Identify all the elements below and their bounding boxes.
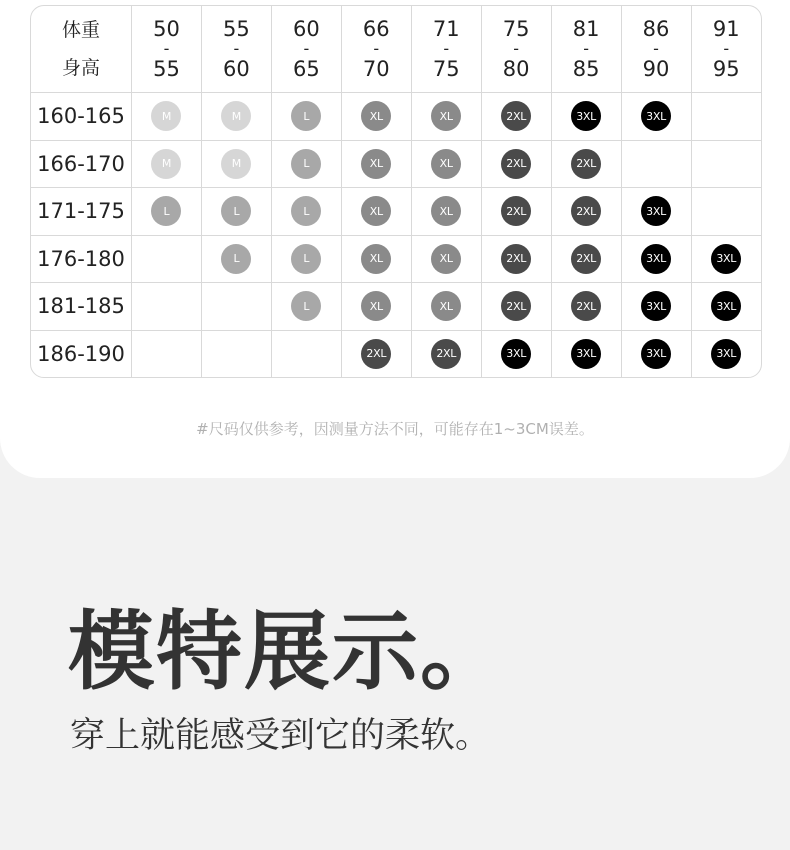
size-badge: 3XL bbox=[641, 339, 671, 369]
weight-range-high: 75 bbox=[432, 57, 460, 81]
size-cell bbox=[201, 283, 271, 331]
size-badge: M bbox=[221, 101, 251, 131]
size-cell bbox=[691, 188, 761, 236]
size-badge: 2XL bbox=[501, 291, 531, 321]
weight-range-low: 86 bbox=[642, 17, 670, 41]
weight-range-high: 80 bbox=[502, 57, 530, 81]
size-badge: 2XL bbox=[571, 244, 601, 274]
height-label: 身高 bbox=[61, 57, 100, 79]
size-cell bbox=[132, 140, 202, 188]
size-cell bbox=[691, 330, 761, 377]
size-badge: 3XL bbox=[711, 339, 741, 369]
weight-range-low: 71 bbox=[432, 17, 460, 41]
weight-range-sep: - bbox=[373, 39, 380, 58]
size-badge: M bbox=[151, 149, 181, 179]
size-cell bbox=[691, 283, 761, 331]
size-badge: 2XL bbox=[501, 101, 531, 131]
height-range-cell: 176-180 bbox=[31, 235, 132, 283]
size-badge: 2XL bbox=[501, 196, 531, 226]
size-badge: XL bbox=[431, 101, 461, 131]
size-badge: 2XL bbox=[501, 149, 531, 179]
weight-range-sep: - bbox=[583, 39, 589, 58]
size-badge: XL bbox=[431, 244, 461, 274]
size-badge: XL bbox=[361, 101, 391, 131]
size-badge: 2XL bbox=[361, 339, 391, 369]
size-cell bbox=[271, 188, 341, 236]
weight-range-sep: - bbox=[233, 39, 240, 58]
size-chart-table bbox=[30, 5, 762, 378]
section-title: 模特展示。 bbox=[68, 602, 508, 702]
weight-range-sep: - bbox=[513, 39, 520, 58]
table-row bbox=[31, 235, 761, 283]
size-badge: L bbox=[221, 244, 251, 274]
size-cell bbox=[621, 140, 691, 188]
weight-range-low: 60 bbox=[292, 17, 320, 41]
size-cell bbox=[551, 235, 621, 283]
size-badge: L bbox=[221, 196, 251, 226]
size-badge: 2XL bbox=[571, 149, 601, 179]
size-badge: 3XL bbox=[641, 291, 671, 321]
size-cell bbox=[481, 93, 551, 141]
size-cell bbox=[201, 188, 271, 236]
size-cell bbox=[341, 140, 411, 188]
table-row bbox=[31, 330, 761, 377]
size-badge: 3XL bbox=[711, 244, 741, 274]
weight-range-header bbox=[132, 6, 202, 93]
size-cell bbox=[411, 235, 481, 283]
weight-range-high: 55 bbox=[153, 57, 180, 81]
size-cell bbox=[201, 235, 271, 283]
size-badge: XL bbox=[361, 196, 391, 226]
size-cell bbox=[691, 93, 761, 141]
size-badge: M bbox=[221, 149, 251, 179]
size-badge: 3XL bbox=[641, 244, 671, 274]
size-badge: XL bbox=[361, 291, 391, 321]
size-badge: L bbox=[291, 291, 321, 321]
size-cell bbox=[621, 330, 691, 377]
size-cell bbox=[481, 330, 551, 377]
table-row bbox=[31, 140, 761, 188]
table-row bbox=[31, 93, 761, 141]
size-badge: L bbox=[291, 101, 321, 131]
weight-header-row bbox=[31, 6, 761, 93]
size-cell bbox=[132, 283, 202, 331]
size-cell bbox=[132, 188, 202, 236]
size-cell bbox=[271, 283, 341, 331]
weight-range-high: 60 bbox=[223, 57, 250, 81]
size-badge: M bbox=[151, 101, 181, 131]
size-cell bbox=[341, 235, 411, 283]
size-cell bbox=[551, 140, 621, 188]
size-badge: XL bbox=[361, 149, 391, 179]
height-range-cell: 186-190 bbox=[31, 330, 132, 377]
size-cell bbox=[551, 330, 621, 377]
corner-cell bbox=[31, 6, 132, 93]
weight-range-high: 85 bbox=[572, 57, 600, 81]
size-cell bbox=[341, 93, 411, 141]
size-badge: XL bbox=[361, 244, 391, 274]
weight-range-header bbox=[411, 6, 481, 93]
weight-range-low: 91 bbox=[712, 17, 740, 41]
size-cell bbox=[271, 235, 341, 283]
size-badge: XL bbox=[431, 149, 461, 179]
size-badge: L bbox=[291, 196, 321, 226]
size-badge: 3XL bbox=[641, 101, 671, 131]
table-row bbox=[31, 283, 761, 331]
size-badge: 2XL bbox=[571, 196, 601, 226]
size-cell bbox=[481, 140, 551, 188]
section-subtitle: 穿上就能感受到它的柔软。 bbox=[70, 716, 491, 756]
size-cell bbox=[271, 140, 341, 188]
height-range-cell: 166-170 bbox=[31, 140, 132, 188]
size-cell bbox=[341, 330, 411, 377]
size-cell bbox=[691, 235, 761, 283]
size-badge: 3XL bbox=[571, 339, 601, 369]
weight-range-low: 50 bbox=[153, 17, 180, 41]
weight-range-header bbox=[481, 6, 551, 93]
size-cell bbox=[201, 140, 271, 188]
size-cell bbox=[481, 283, 551, 331]
weight-range-sep: - bbox=[443, 39, 450, 58]
weight-range-sep: - bbox=[653, 39, 659, 58]
weight-range-sep: - bbox=[163, 39, 170, 58]
size-cell bbox=[341, 188, 411, 236]
size-badge: XL bbox=[431, 196, 461, 226]
weight-range-high: 90 bbox=[642, 57, 670, 81]
weight-range-low: 81 bbox=[572, 17, 600, 41]
weight-range-header bbox=[271, 6, 341, 93]
size-cell bbox=[411, 330, 481, 377]
size-cell bbox=[132, 235, 202, 283]
weight-range-header bbox=[201, 6, 271, 93]
weight-range-header bbox=[341, 6, 411, 93]
size-badge: 3XL bbox=[501, 339, 531, 369]
size-cell bbox=[481, 188, 551, 236]
size-cell bbox=[551, 93, 621, 141]
weight-range-high: 65 bbox=[292, 57, 320, 81]
size-cell bbox=[271, 330, 341, 377]
weight-range-high: 95 bbox=[712, 57, 740, 81]
size-badge: 3XL bbox=[571, 101, 601, 131]
size-badge: 3XL bbox=[711, 291, 741, 321]
weight-label: 体重 bbox=[61, 19, 100, 41]
size-cell bbox=[271, 93, 341, 141]
weight-range-low: 66 bbox=[362, 17, 390, 41]
weight-range-low: 75 bbox=[502, 17, 530, 41]
size-cell bbox=[691, 140, 761, 188]
weight-range-sep: - bbox=[723, 39, 730, 58]
size-cell bbox=[551, 188, 621, 236]
size-badge: L bbox=[291, 149, 321, 179]
size-badge: L bbox=[291, 244, 321, 274]
size-cell bbox=[411, 283, 481, 331]
size-cell bbox=[621, 93, 691, 141]
height-range-cell: 160-165 bbox=[31, 93, 132, 141]
size-note: #尺码仅供参考，因测量方法不同，可能存在1~3CM误差。 bbox=[196, 420, 594, 438]
weight-range-high: 70 bbox=[362, 57, 390, 81]
size-cell bbox=[201, 330, 271, 377]
size-cell bbox=[411, 188, 481, 236]
size-cell bbox=[481, 235, 551, 283]
weight-range-low: 55 bbox=[223, 17, 250, 41]
size-cell bbox=[341, 283, 411, 331]
size-cell bbox=[411, 140, 481, 188]
weight-range-sep: - bbox=[303, 39, 310, 58]
size-cell bbox=[411, 93, 481, 141]
weight-range-header bbox=[691, 6, 761, 93]
size-badge: L bbox=[151, 196, 181, 226]
size-cell bbox=[621, 188, 691, 236]
size-cell bbox=[621, 235, 691, 283]
size-badge: 2XL bbox=[501, 244, 531, 274]
table-row bbox=[31, 188, 761, 236]
weight-range-header bbox=[621, 6, 691, 93]
size-badge: XL bbox=[431, 291, 461, 321]
size-cell bbox=[132, 93, 202, 141]
size-cell bbox=[621, 283, 691, 331]
size-cell bbox=[132, 330, 202, 377]
size-badge: 3XL bbox=[641, 196, 671, 226]
size-cell bbox=[551, 283, 621, 331]
size-badge: 2XL bbox=[431, 339, 461, 369]
height-range-cell: 181-185 bbox=[31, 283, 132, 331]
size-badge: 2XL bbox=[571, 291, 601, 321]
weight-range-header bbox=[551, 6, 621, 93]
size-cell bbox=[201, 93, 271, 141]
height-range-cell: 171-175 bbox=[31, 188, 132, 236]
